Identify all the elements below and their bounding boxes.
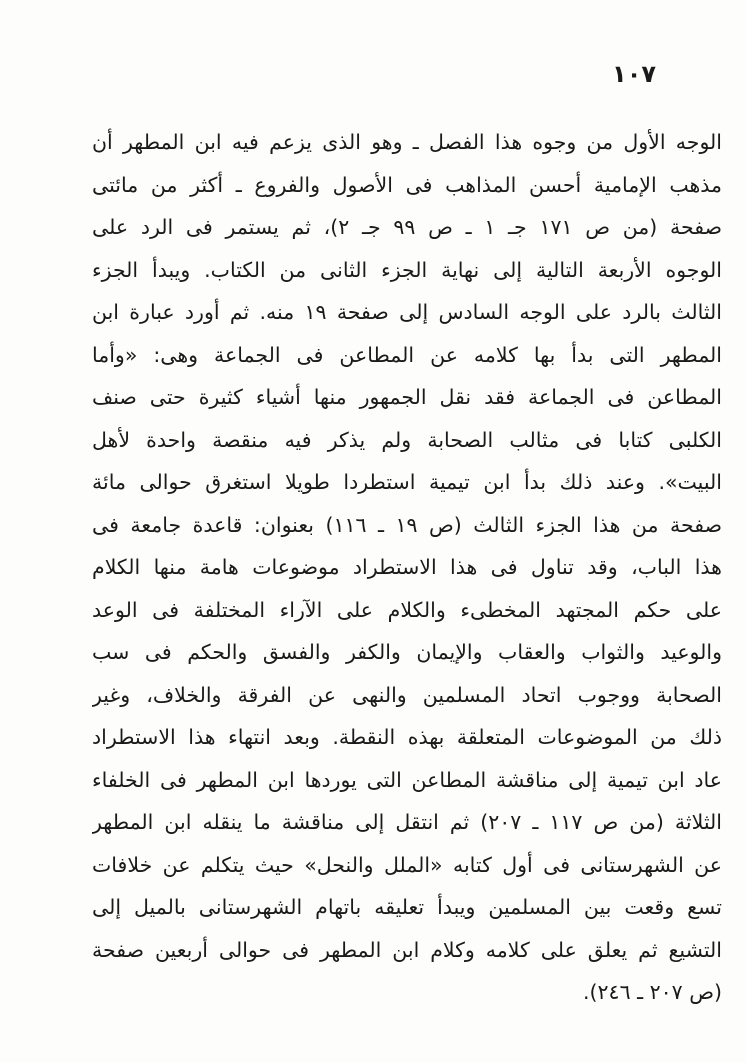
body-text: [92, 121, 722, 1014]
text-line: عن الشهرستانى فى أول كتابه «الملل والنحل» حيث يتكلم عن خلافات: [92, 852, 722, 877]
text-line: الثلاثة (من ص ١١٧ ـ ٢٠٧) ثم انتقل إلى مناقشة ما ينقله ابن المطهر: [92, 810, 722, 834]
text-line: على حكم المجتهد المخطىء والكلام على الآراء المختلفة فى الوعد: [92, 597, 722, 622]
text-line: صفحة من هذا الجزء الثالث (ص ١٩ ـ ١١٦) بعنوان: قاعدة جامعة فى: [92, 512, 722, 537]
text-line: الوجوه الأربعة التالية إلى نهاية الجزء الثانى من الكتاب. ويبدأ الجزء: [92, 257, 722, 282]
text-line: المطهر التى بدأ بها كلامه عن المطاعن فى الجماعة وهى: «وأما: [92, 342, 722, 367]
text-line: الكلبى كتابا فى مثالب الصحابة ولم يذكر فيه منقصة واحدة لأهل: [92, 427, 722, 452]
text-line: الوجه الأول من وجوه هذا الفصل ـ وهو الذى يزعم فيه ابن المطهر أن: [92, 130, 722, 154]
text-line: هذا الباب، وقد تناول فى هذا الاستطراد موضوعات هامة منها الكلام: [92, 555, 722, 579]
text-line: عاد ابن تيمية إلى مناقشة المطاعن التى يوردها ابن المطهر فى الخلفاء: [92, 767, 722, 792]
text-line: التشيع ثم يعلق على كلامه وكلام ابن المطهر فى حوالى أربعين صفحة: [92, 937, 722, 962]
text-line: تسع وقعت بين المسلمين ويبدأ تعليقه باتهام الشهرستانى بالميل إلى: [92, 895, 722, 919]
text-line: المطاعن فى الجماعة فقد نقل الجمهور منها أشياء كثيرة حتى صنف: [92, 385, 722, 409]
text-line-last: (ص ٢٠٧ ـ ٢٤٦).: [583, 980, 722, 1004]
text-line: البيت». وعند ذلك بدأ ابن تيمية استطردا طويلا استغرق حوالى مائة: [92, 470, 722, 494]
text-line: ذلك من الموضوعات المتعلقة بهذه النقطة. وبعد انتهاء هذا الاستطراد: [92, 725, 722, 749]
page-number: ١٠٧: [612, 60, 656, 88]
text-line: صفحة (من ص ١٧١ جـ ١ ـ ص ٩٩ جـ ٢)، ثم يستمر فى الرد على: [92, 215, 722, 239]
text-line: الثالث بالرد على الوجه السادس إلى صفحة ١٩ منه. ثم أورد عبارة ابن: [92, 300, 722, 324]
text-line: والوعيد والثواب والعقاب والإيمان والكفر والفسق والحكم فى سب: [92, 640, 722, 664]
text-line: الصحابة ووجوب اتحاد المسلمين والنهى عن الفرقة والخلاف، وغير: [92, 682, 722, 707]
text-line: مذهب الإمامية أحسن المذاهب فى الأصول والفروع ـ أكثر من مائتى: [92, 172, 722, 197]
